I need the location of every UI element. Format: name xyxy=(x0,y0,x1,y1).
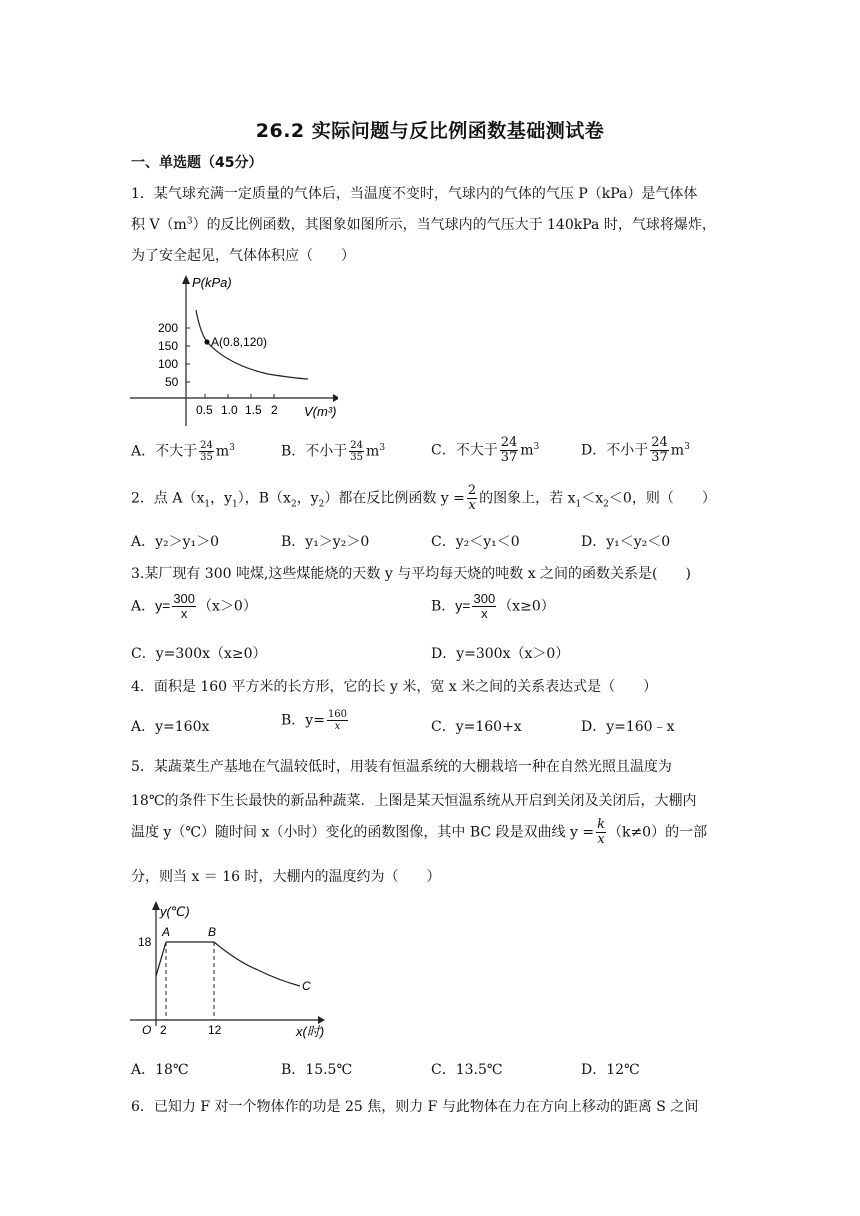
q5-y-axis-label: y(℃) xyxy=(160,904,190,919)
q1-x-tick: 2 xyxy=(271,403,278,417)
q3-option-b[interactable]: B．y= $\frac{300}{x}$ （x≥0） xyxy=(431,591,555,621)
q5-hyperbola-segment xyxy=(214,942,300,986)
q1-y-tick: 50 xyxy=(165,375,179,389)
q1-pressure-volume-graph xyxy=(128,270,338,430)
q3-text: 3.某厂现有 300 吨煤,这些煤能烧的天数 y 与平均每天烧的吨数 x 之间的函数关系是( ) xyxy=(131,566,691,582)
q4-option-b[interactable]: B．y= $\frac{160}{x}$ xyxy=(281,709,348,732)
q1-line-1: 1．某气球充满一定质量的气体后，当温度不变时，气球内的气体的气压 P（kPa）是气体体 xyxy=(131,186,698,202)
q3-option-c[interactable]: C．y=300x（x≥0） xyxy=(131,646,267,662)
q5-origin-label: O xyxy=(142,1023,152,1037)
q1-x-tick: 1.0 xyxy=(221,403,238,417)
q5-option-c[interactable]: C．13.5℃ xyxy=(431,1062,503,1078)
q5-point-c-label: C xyxy=(302,979,311,993)
q1-x-axis-label: V(m³) xyxy=(304,404,337,419)
q2-text: 2．点 $A(x_1$，$y_1$），$B(x_2$，$y_2$）都在反比例函数 y = $\frac{2}{x}$ 的图象上，若 $x_1<x_2<0$，则（ ） xyxy=(131,483,716,513)
q4-option-c[interactable]: C．y=160+x xyxy=(431,719,522,735)
q5-point-b-label: B xyxy=(208,925,217,939)
q4-option-a[interactable]: A．y=160x xyxy=(131,719,210,735)
q5-line-1: 5．某蔬菜生产基地在气温较低时，用装有恒温系统的大棚栽培一种在自然光照且温度为 xyxy=(131,759,672,775)
q5-point-a-label: A xyxy=(162,925,171,939)
q4-option-d[interactable]: D．y=160﹣x xyxy=(581,719,675,735)
section-heading: 一、单选题（45分） xyxy=(131,155,263,171)
q1-x-tick: 0.5 xyxy=(196,403,213,417)
q5-x-tick: 2 xyxy=(160,1023,167,1037)
q2-option-a[interactable]: A．y₂＞y₁＞0 xyxy=(131,534,220,550)
q3-option-d[interactable]: D．y=300x（x＞0） xyxy=(431,646,570,662)
q5-y-tick: 18 xyxy=(138,935,152,949)
q2-option-b[interactable]: B．y₁＞y₂＞0 xyxy=(281,534,370,550)
q5-option-b[interactable]: B．15.5℃ xyxy=(281,1062,353,1078)
q5-option-a[interactable]: A．18℃ xyxy=(131,1062,189,1078)
q1-option-b[interactable]: B．不小于 $\frac{24}{35}$ $m^3$ xyxy=(281,440,386,463)
page-title: 26.2 实际问题与反比例函数基础测试卷 xyxy=(255,120,605,142)
q1-y-axis-label: P(kPa) xyxy=(192,275,232,290)
q1-y-tick: 100 xyxy=(158,357,179,371)
q1-option-c[interactable]: C．不大于 $\frac{24}{37}$ $m^3$ xyxy=(431,435,540,465)
q1-line-3: 为了安全起见，气体体积应（ ） xyxy=(131,248,355,264)
q5-rising-segment xyxy=(156,942,166,976)
q3-option-a[interactable]: A．y= $\frac{300}{x}$ （x＞0） xyxy=(131,591,257,621)
q2-option-c[interactable]: C．y₂＜y₁＜0 xyxy=(431,534,520,550)
q5-temperature-graph xyxy=(128,896,328,1046)
q5-x-axis-label: x(时) xyxy=(296,1024,325,1039)
q5-line-2: 18℃的条件下生长最快的新品种蔬菜．上图是某天恒温系统从开启到关闭及关闭后，大棚内 xyxy=(131,793,697,809)
q1-y-tick: 200 xyxy=(158,321,179,335)
q5-option-d[interactable]: D．12℃ xyxy=(581,1062,640,1078)
q6-text: 6．已知力 F 对一个物体作的功是 25 焦，则力 F 与此物体在力在方向上移动的距离 S 之间 xyxy=(131,1099,699,1115)
q1-option-d[interactable]: D．不小于 $\frac{24}{37}$ $m^3$ xyxy=(581,435,690,465)
q1-option-a[interactable]: A．不大于 $\frac{24}{35}$ $m^3$ xyxy=(131,440,235,463)
q1-x-tick: 1.5 xyxy=(245,403,262,417)
q4-text: 4．面积是 160 平方米的长方形，它的长 y 米，宽 x 米之间的关系表达式是（ ） xyxy=(131,679,658,695)
q1-point-label: A(0.8,120) xyxy=(211,335,268,349)
q5-line-3: 温度 y（℃）随时间 x（小时）变化的函数图像，其中 BC 段是双曲线 y = $\frac{k}{x}$ （k≠0）的一部 xyxy=(131,817,708,847)
q5-x-tick: 12 xyxy=(208,1023,222,1037)
q1-point-a xyxy=(204,339,209,344)
q2-option-d[interactable]: D．y₁＜y₂＜0 xyxy=(581,534,671,550)
q5-line-4: 分，则当 x ＝ 16 时，大棚内的温度约为（ ） xyxy=(131,869,441,885)
q1-line-2: 积 $V(m^3)$的反比例函数，其图象如图所示，当气球内的气压大于 140kPa 时，气球将爆炸， xyxy=(131,216,716,233)
q1-y-tick: 150 xyxy=(158,339,179,353)
